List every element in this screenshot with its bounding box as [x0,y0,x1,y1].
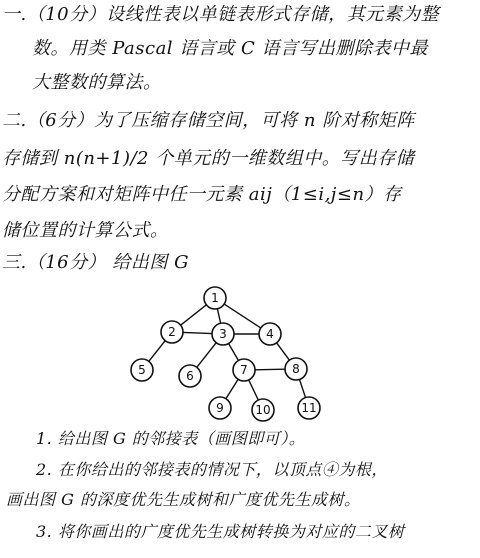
graph-node-1 [204,287,226,309]
q1-line-3: 大整数的算法。 [32,72,162,93]
q2-line-3: 分配方案和对矩阵中任一元素 aij（1≤i,j≤n）存 [2,184,402,205]
graph-g-diagram [120,284,340,424]
graph-node-8 [285,358,307,380]
q3-item-3: 3. 将你画出的广度优先生成树转换为对应的二叉树 [36,522,405,541]
graph-node-label: 6 [186,369,194,383]
graph-node-6 [179,365,201,387]
q3-item-1: 1. 给出图 G 的邻接表（画图即可）。 [36,429,306,448]
q2-line-2: 存储到 n(n+1)/2 个单元的一维数组中。写出存储 [2,148,415,169]
graph-node-9 [209,397,231,419]
graph-node-label: 4 [266,327,274,341]
graph-edge-7-10 [249,380,259,400]
graph-node-label: 2 [168,325,176,339]
q3-item-2-line-1: 2. 在你给出的邻接表的情况下，以顶点④为根， [36,460,388,479]
q1-line-2: 数。用类 Pascal 语言或 C 语言写出删除表中最 [32,38,428,59]
graph-node-label: 11 [301,401,317,415]
graph-node-11 [298,397,320,419]
q1-line-1: 一.（10分）设线性表以单链表形式存储，其元素为整 [2,4,440,25]
graph-node-label: 5 [138,363,146,377]
graph-node-label: 7 [240,363,248,377]
graph-node-2 [161,321,183,343]
q3-item-2-line-2: 画出图 G 的深度优先生成树和广度优先生成树。 [6,490,361,509]
graph-edge-3-7 [229,344,239,361]
graph-edge-1-2 [181,305,207,325]
graph-edge-8-11 [299,379,305,397]
graph-edge-7-8 [255,369,285,370]
graph-node-4 [259,323,281,345]
q2-line-1: 二.（6分）为了压缩存储空间，可将 n 阶对称矩阵 [2,110,415,131]
graph-node-label: 1 [211,291,219,305]
graph-edge-2-5 [149,341,165,362]
graph-edge-3-6 [197,343,216,368]
graph-node-label: 3 [219,327,227,341]
graph-node-label: 8 [292,362,300,376]
graph-edge-4-8 [277,343,290,360]
graph-edge-2-3 [183,332,212,333]
graph-node-label: 10 [255,403,271,417]
q3-title: 三.（16分） 给出图 G [2,252,189,273]
graph-node-label: 9 [216,401,224,415]
graph-node-3 [212,323,234,345]
q2-line-4: 储位置的计算公式。 [2,220,169,241]
graph-g [120,284,340,424]
graph-edge-7-9 [226,379,238,398]
graph-edge-1-3 [217,309,220,324]
graph-node-5 [131,359,153,381]
graph-node-10 [252,399,274,421]
graph-node-7 [233,359,255,381]
